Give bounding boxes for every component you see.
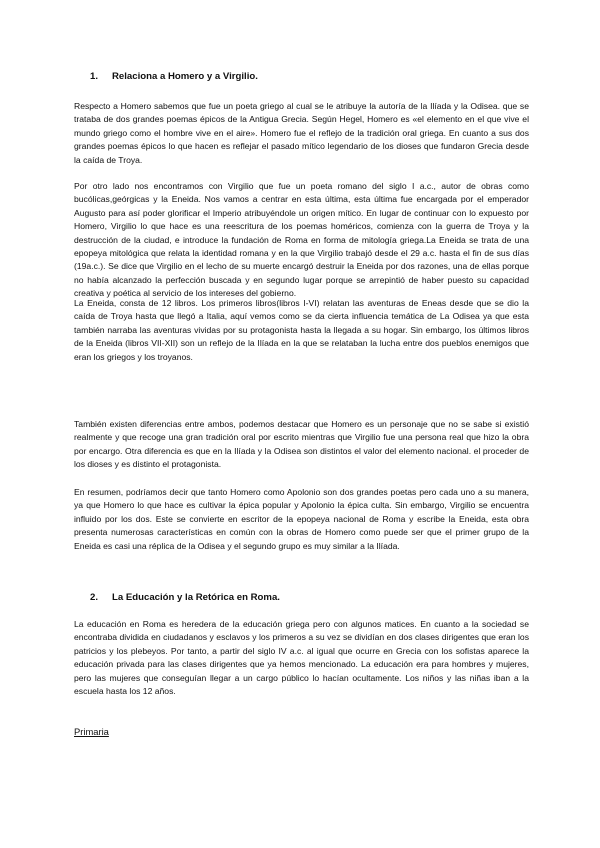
paragraph-resumen: En resumen, podríamos decir que tanto Homero como Apolonio son dos grandes poetas pero cada uno a su manera, ya que Homero lo que hace es cultivar la épica popular y Apolonio la épica culta. Sin embargo, Virgilio se encuentra influido por los dos. Este se convierte en escritor de la epopeya nacional de Roma y escribe la Eneida, esta obra presenta numerosas características en común con la obras de Homero como puede ser que el primer grupo de la Eneida es casi una réplica de la Odisea y el segundo grupo es muy similar a la Ilíada.	[74, 487, 529, 551]
paragraph-educacion: La educación en Roma es heredera de la educación griega pero con algunos matices. En cuanto a la sociedad se encontraba dividida en ciudadanos y esclavos y los primeros a su vez se dividían en dos clases dirigentes que eran los patricios y los plebeyos. Por tanto, a partir del siglo IV a.c. al igual que ocurre en Grecia con los sofistas aparece la educación privada para las clases dirigentes que ya hemos mencionado. La educación era para hombres y mujeres, pero las mujeres que conseguían llegar a un cargo público lo hacían ocultamente. Los niños y las niñas iban a la escuela hasta los 12 años.	[74, 619, 529, 697]
subheading-primaria: Primaria	[74, 726, 109, 737]
section-1-number: 1.	[90, 71, 99, 82]
paragraph-virgilio: Por otro lado nos encontramos con Virgilio que fue un poeta romano del siglo I a.c., autor de obras como bucólicas,geórgicas y la Eneida. Nos vamos a centrar en esta última, esta última fue encargada por el emperador Augusto para así poder glorificar el Imperio atribuyéndole un origen mítico. En lugar de continuar con lo expuesto por Homero, Virgilio lo que hace es una reescritura de los poemas homéricos, comienza con la guerra de Troya y la destrucción de la ciudad, e introduce la fundación de Roma en forma de mitología griega.La Eneida se trata de una epopeya mitológica que relata la identidad romana y en la que Virgilio trabajó desde el 29 a.c. hasta el fin de sus días (19a.c.). Se dice que Virgilio en el lecho de su muerte encargó destruir la Eneida por dos razones, una de ellas porque no había alcanzado la perfección buscada y en segundo lugar porque se arrepintió de haber puesto su capacidad creativa y poética al servicio de los intereses del gobierno.	[74, 181, 529, 299]
section-2-title: La Educación y la Retórica en Roma.	[112, 592, 280, 603]
section-1-heading	[74, 70, 545, 83]
paragraph-eneida: La Eneida, consta de 12 libros. Los primeros libros(libros I-VI) relatan las aventuras de Eneas desde que se dio la caída de Troya hasta que llegó a Italia, aquí vemos como se da cierta influencia temática de La Odisea ya que esta también narraba las aventuras vividas por su protagonista hasta la llegada a su hogar. Sin embargo, los últimos libros de la Eneida (libros VII-XII) son un reflejo de la Ilíada en la que se relataban la lucha entre dos pueblos enemigos que eran los griegos y los troyanos.	[74, 298, 529, 362]
paragraph-diferencias: También existen diferencias entre ambos, podemos destacar que Homero es un personaje que no se sabe si existió realmente y que recoge una gran tradición oral por escrito mientras que Virgilio fue una persona real que hizo la obra por encargo. Otra diferencia es que en la Ilíada y la Odisea son distintos el valor del elemento nacional. el proceder de los dioses y es distinto el protagonista.	[74, 419, 529, 470]
paragraph-homero: Respecto a Homero sabemos que fue un poeta griego al cual se le atribuye la autoría de la Ilíada y la Odisea. que se trataba de dos grandes poemas épicos de la Antigua Grecia. Según Hegel, Homero es «el elemento en el que vive el mundo griego como el hombre vive en el aire». Homero fue el reflejo de la tradición oral griega. En cuanto a sus dos grandes poemas épicos lo que hacen es reflejar el pasado mítico legendario de los dioses que fundaron Grecia desde la caída de Troya.	[74, 101, 529, 165]
section-2-heading	[74, 591, 545, 604]
section-2-number: 2.	[90, 592, 99, 603]
section-1-title: Relaciona a Homero y a Virgilio.	[112, 71, 258, 82]
